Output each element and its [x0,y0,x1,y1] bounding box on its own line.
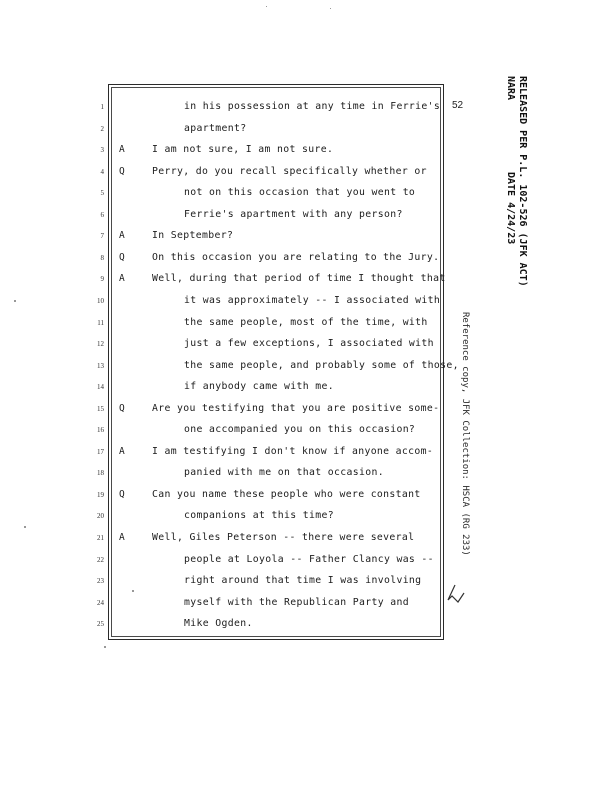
line-number: 6 [100,210,104,219]
transcript-line-text: In September? [152,230,234,242]
transcript-line-text: I am not sure, I am not sure. [152,144,334,156]
transcript-line-text: Ferrie's apartment with any person? [184,208,403,220]
transcript-line-text: just a few exceptions, I associated with [184,338,434,350]
line-number: 4 [100,167,104,176]
line-number: 20 [97,512,104,521]
transcript-line-text: Well, during that period of time I thought that [152,273,446,285]
scan-speck [14,300,16,302]
line-number: 18 [97,469,104,478]
line-number: 9 [100,275,104,284]
line-number: 12 [97,340,104,349]
speaker-label: A [119,273,125,285]
speaker-label: A [119,230,125,242]
release-stamp [488,76,528,287]
line-number: 17 [97,447,104,456]
page-number: 52 [452,100,464,111]
speaker-label: Q [119,251,125,263]
scan-speck [24,526,26,528]
speaker-label: Q [119,402,125,414]
release-stamp-text: RELEASED PER P.L. 102-526 (JFK ACT) [517,76,528,287]
line-number: 21 [97,534,104,542]
transcript-line-text: Are you testifying that you are positive some- [152,402,440,414]
line-number: 23 [97,577,104,586]
release-stamp-nara: NARA [505,76,516,101]
transcript-line-text: Can you name these people who were constant [152,488,421,500]
scan-speck [266,6,267,7]
line-number: 25 [97,620,104,629]
transcript-line-text: it was approximately -- I associated with [184,294,441,306]
handwritten-check-mark [448,585,464,602]
transcript-line-text: I am testifying I don't know if anyone accom- [152,445,434,457]
scan-speck [330,8,331,9]
scan-speck [104,646,106,648]
transcript-line-text: apartment? [184,122,247,134]
release-stamp-date: DATE 4/24/23 [505,172,516,245]
line-number: 15 [97,404,104,413]
line-number: 7 [100,232,104,241]
transcript-line-text: On this occasion you are relating to the Jury. [152,251,440,263]
transcript-line-text: Perry, do you recall specifically whether or [152,165,427,177]
transcript-line-text: myself with the Republican Party and [184,596,409,608]
line-number: 13 [97,361,104,370]
line-number: 24 [97,598,104,607]
line-number: 3 [100,146,104,155]
speaker-label: Q [119,165,125,177]
speaker-label: Q [119,488,125,500]
transcript-line-text: Mike Ogden. [184,618,253,630]
transcript-line-text: people at Loyola -- Father Clancy was -- [184,553,434,565]
transcript-line-text: if anybody came with me. [184,381,334,393]
transcript-line-text: not on this occasion that you went to [184,187,416,199]
line-number: 19 [97,490,104,499]
reference-copy-note: Reference copy, JFK Collection: HSCA (RG 233) [460,312,470,556]
line-number: 11 [97,318,104,327]
speaker-label: A [119,144,125,156]
transcript-line-text: the same people, most of the time, with [184,316,428,328]
transcript-line-text: right around that time I was involving [184,575,422,587]
line-number: 10 [97,296,104,305]
line-number: 8 [100,253,104,262]
line-number: 14 [97,383,104,392]
scan-speck [132,590,134,592]
line-number: 22 [97,555,104,564]
transcript-line-text: one accompanied you on this occasion? [184,424,416,436]
transcript-line-text: companions at this time? [184,510,334,522]
transcript-line-text: Well, Giles Peterson -- there were several [152,532,415,543]
transcript-line-text: in his possession at any time in Ferrie's [184,101,441,112]
transcript-line-text: panied with me on that occasion. [184,467,384,479]
line-number: 1 [100,103,104,111]
speaker-label: A [119,445,125,457]
line-number: 16 [97,426,104,435]
line-number: 2 [100,124,104,133]
line-number: 5 [100,189,104,198]
transcript-line-text: the same people, and probably some of those, [184,359,459,371]
speaker-label: A [119,532,125,543]
